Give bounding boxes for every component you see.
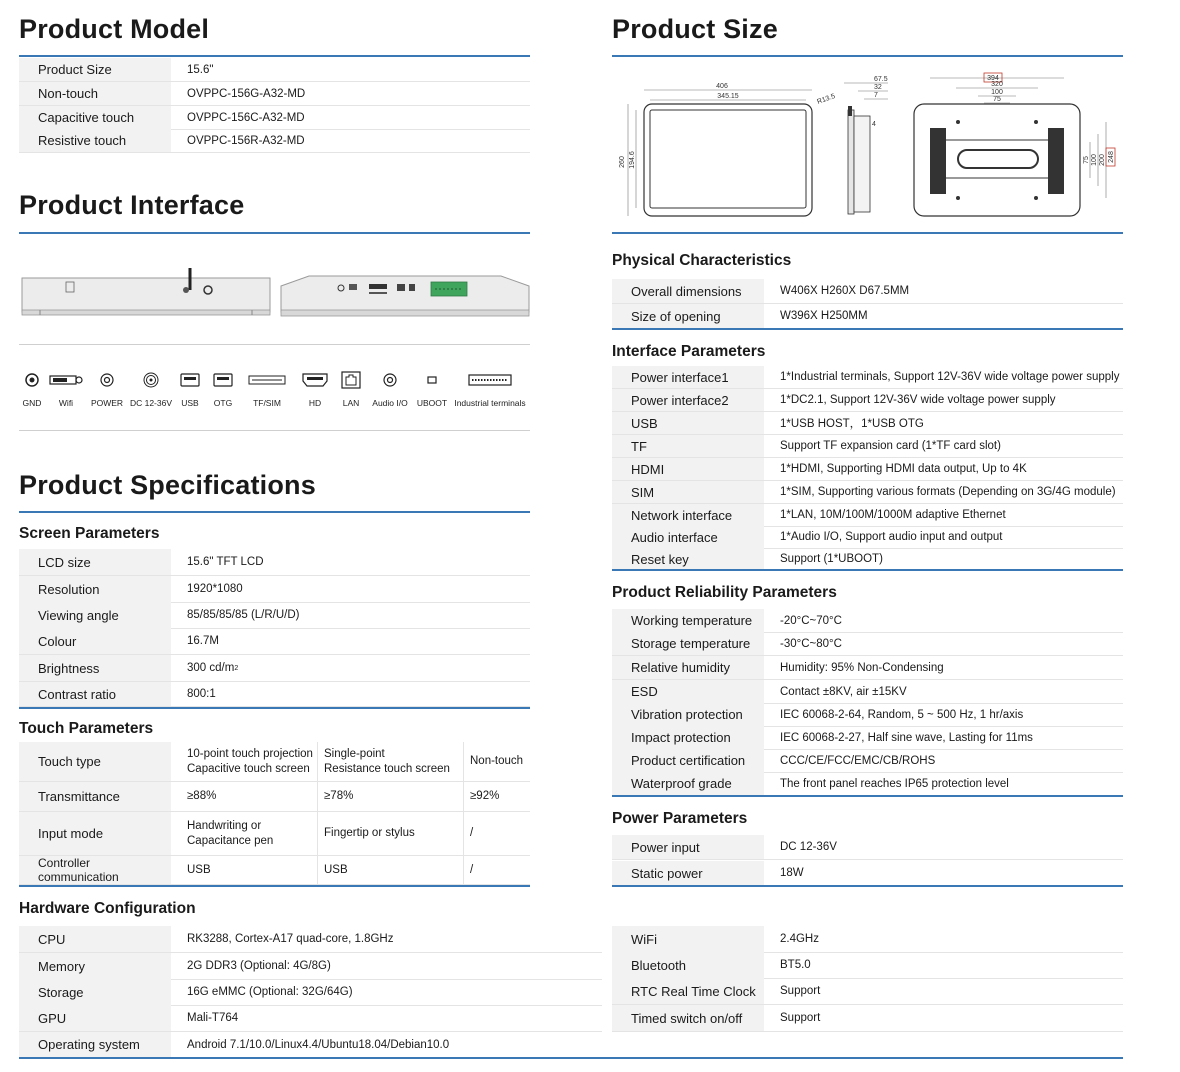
row-value bbox=[764, 978, 1123, 1004]
reliability-row bbox=[612, 726, 1123, 750]
touch-cell bbox=[317, 782, 463, 811]
row-value bbox=[171, 82, 530, 105]
row-value bbox=[764, 861, 1123, 885]
row-label: Bluetooth bbox=[612, 952, 764, 978]
interface-label: LAN bbox=[342, 398, 360, 408]
touch-cell bbox=[463, 742, 530, 781]
row-value-text: 15.6" TFT LCD bbox=[187, 556, 264, 568]
cell-line: Resistance touch screen bbox=[324, 762, 450, 775]
row-label: TF bbox=[612, 435, 764, 457]
row-value-text: 18W bbox=[780, 867, 804, 879]
row-label: GPU bbox=[19, 1005, 171, 1031]
row-value-text: 16G eMMC (Optional: 32G/64G) bbox=[187, 986, 353, 998]
row-value bbox=[764, 481, 1123, 503]
title-rule bbox=[19, 55, 530, 57]
row-value-text: 16.7M bbox=[187, 635, 219, 647]
back-w1-label: 394 bbox=[987, 75, 999, 82]
row-value-text: Humidity: 95% Non-Condensing bbox=[780, 661, 944, 674]
row-value-text: The front panel reaches IP65 protection level bbox=[780, 777, 1009, 790]
row-value-text: 1*SIM, Supporting various formats (Depending on 3G/4G module) bbox=[780, 486, 1116, 498]
cell-line: Fingertip or stylus bbox=[324, 827, 415, 839]
row-value bbox=[764, 1005, 1123, 1031]
interface-param-row bbox=[612, 526, 1123, 549]
divider bbox=[19, 430, 530, 431]
screen-row bbox=[19, 682, 530, 707]
row-value bbox=[171, 655, 530, 681]
product-specifications-title: Product Specifications bbox=[19, 470, 316, 500]
touch-cell bbox=[463, 782, 530, 811]
row-label: Colour bbox=[19, 628, 171, 654]
section-rule bbox=[19, 885, 530, 887]
row-value-text: DC 12-36V bbox=[780, 841, 837, 853]
row-value bbox=[171, 106, 530, 129]
back-view bbox=[914, 73, 1115, 216]
title-rule bbox=[612, 55, 1123, 57]
side-depth2-label: 32 bbox=[874, 84, 882, 91]
touch-cell bbox=[463, 812, 530, 855]
row-label: Network interface bbox=[612, 504, 764, 526]
row-value bbox=[171, 953, 602, 979]
row-value bbox=[171, 682, 530, 706]
row-value-text: 1*Audio I/O, Support audio input and output bbox=[780, 531, 1003, 543]
cell-line: 10-point touch projection bbox=[187, 747, 313, 760]
row-label: Vibration protection bbox=[612, 703, 764, 726]
row-value-text: W406X H260X D67.5MM bbox=[780, 285, 910, 297]
row-value-text: Contact ±8KV, air ±15KV bbox=[780, 685, 907, 698]
section-rule bbox=[19, 707, 530, 709]
row-value-text: RK3288, Cortex-A17 quad-core, 1.8GHz bbox=[187, 933, 394, 945]
row-label: ESD bbox=[612, 680, 764, 703]
row-value-text: 2G DDR3 (Optional: 4G/8G) bbox=[187, 960, 331, 972]
row-value bbox=[764, 609, 1123, 632]
row-label: Transmittance bbox=[19, 782, 171, 811]
title-rule bbox=[19, 232, 530, 234]
hardware-row bbox=[612, 1005, 1123, 1032]
touch-cell bbox=[317, 812, 463, 855]
interface-label: TF/SIM bbox=[253, 398, 281, 408]
row-value bbox=[764, 504, 1123, 526]
row-value bbox=[764, 279, 1123, 303]
side-depth-label: 67.5 bbox=[874, 76, 888, 83]
row-value bbox=[764, 366, 1123, 388]
touch-cell bbox=[463, 856, 530, 884]
cell-line: Capacitive touch screen bbox=[187, 762, 310, 775]
row-value bbox=[764, 526, 1123, 548]
cell-line: USB bbox=[187, 863, 211, 876]
reliability-row bbox=[612, 680, 1123, 704]
product-model-title: Product Model bbox=[19, 14, 210, 44]
row-value bbox=[171, 602, 530, 628]
row-value bbox=[764, 680, 1123, 703]
row-value bbox=[764, 703, 1123, 726]
row-value-text: Support (1*UBOOT) bbox=[780, 553, 883, 565]
back-w4-label: 75 bbox=[993, 96, 1001, 103]
row-value bbox=[764, 835, 1123, 859]
row-value-text: 2.4GHz bbox=[780, 933, 819, 945]
row-label: Capacitive touch bbox=[19, 106, 171, 129]
row-label: Working temperature bbox=[612, 609, 764, 632]
row-label: Storage temperature bbox=[612, 632, 764, 655]
row-value bbox=[171, 979, 602, 1005]
row-value-text: 1*DC2.1, Support 12V-36V wide voltage power supply bbox=[780, 394, 1056, 406]
row-value-text: 1*USB HOST，1*USB OTG bbox=[780, 418, 924, 430]
section-rule bbox=[612, 795, 1123, 797]
row-value-text: 1*Industrial terminals, Support 12V-36V wide voltage power supply bbox=[780, 371, 1120, 383]
row-label: Overall dimensions bbox=[612, 279, 764, 303]
row-value-text: OVPPC-156C-A32-MD bbox=[187, 111, 305, 124]
cell-line: Handwriting or bbox=[187, 819, 262, 832]
hardware-row bbox=[19, 1032, 602, 1058]
cell-line: ≥78% bbox=[324, 790, 354, 802]
row-value-text: 15.6" bbox=[187, 63, 214, 76]
interface-param-row bbox=[612, 504, 1123, 527]
interface-param-row bbox=[612, 389, 1123, 412]
row-value-text: OVPPC-156G-A32-MD bbox=[187, 87, 306, 100]
row-value-text: Android 7.1/10.0/Linux4.4/Ubuntu18.04/Debian10.0 bbox=[187, 1038, 450, 1051]
row-label: Viewing angle bbox=[19, 602, 171, 628]
device-right-side-view bbox=[279, 272, 531, 318]
section-rule bbox=[612, 569, 1123, 571]
row-value bbox=[764, 548, 1123, 570]
screen-parameters-title: Screen Parameters bbox=[19, 525, 160, 542]
row-label: Power input bbox=[612, 835, 764, 859]
row-label: USB bbox=[612, 412, 764, 434]
row-value bbox=[764, 389, 1123, 411]
model-row bbox=[19, 58, 530, 82]
hardware-row bbox=[19, 979, 602, 1006]
row-value-text: 1*LAN, 10M/100M/1000M adaptive Ethernet bbox=[780, 509, 1006, 521]
screen-row bbox=[19, 602, 530, 629]
title-rule bbox=[612, 232, 1123, 234]
row-value bbox=[171, 1032, 602, 1057]
hardware-row bbox=[19, 926, 602, 953]
reliability-row bbox=[612, 749, 1123, 773]
row-label: Static power bbox=[612, 861, 764, 885]
title-rule bbox=[19, 511, 530, 513]
hardware-row bbox=[612, 978, 1123, 1005]
row-label: Input mode bbox=[19, 812, 171, 855]
hardware-configuration-title: Hardware Configuration bbox=[19, 900, 196, 917]
cell-line: Single-point bbox=[324, 747, 385, 760]
row-label: CPU bbox=[19, 926, 171, 952]
back-w3-label: 100 bbox=[991, 89, 1003, 96]
row-value-text: IEC 60068-2-64, Random, 5 ~ 500 Hz, 1 hr/axis bbox=[780, 708, 1024, 721]
interface-label: Industrial terminals bbox=[454, 398, 526, 408]
section-rule bbox=[612, 328, 1123, 330]
row-label: Timed switch on/off bbox=[612, 1005, 764, 1031]
front-radius-label: R13.5 bbox=[816, 92, 837, 106]
front-inner-width-label: 345.15 bbox=[717, 93, 739, 100]
row-value bbox=[764, 435, 1123, 457]
reliability-row bbox=[612, 772, 1123, 796]
row-label: Relative humidity bbox=[612, 656, 764, 679]
row-value bbox=[764, 952, 1123, 978]
row-value-text: 1*HDMI, Supporting HDMI data output, Up to 4K bbox=[780, 463, 1027, 475]
row-label: Brightness bbox=[19, 655, 171, 681]
row-value bbox=[764, 304, 1123, 328]
touch-cell bbox=[171, 782, 317, 811]
touch-row bbox=[19, 742, 530, 782]
row-value bbox=[764, 749, 1123, 772]
touch-cell bbox=[317, 742, 463, 781]
physical-row bbox=[612, 279, 1123, 304]
touch-cell bbox=[317, 856, 463, 884]
interface-param-row bbox=[612, 412, 1123, 435]
touch-row bbox=[19, 782, 530, 812]
screen-row bbox=[19, 628, 530, 655]
row-label: Operating system bbox=[19, 1032, 171, 1057]
hardware-row bbox=[612, 926, 1123, 953]
section-rule bbox=[19, 1057, 1123, 1059]
interface-param-row bbox=[612, 548, 1123, 571]
row-label: Power interface1 bbox=[612, 366, 764, 388]
model-row bbox=[19, 82, 530, 106]
cell-line: ≥92% bbox=[470, 790, 500, 802]
product-size-title: Product Size bbox=[612, 14, 778, 44]
row-label: Reset key bbox=[612, 548, 764, 570]
interface-label: DC 12-36V bbox=[129, 398, 173, 408]
back-h2-label: 100 bbox=[1091, 154, 1098, 166]
row-label: Audio interface bbox=[612, 526, 764, 548]
section-rule bbox=[612, 885, 1123, 887]
touch-row bbox=[19, 856, 530, 885]
row-label: Storage bbox=[19, 979, 171, 1005]
touch-cell bbox=[171, 742, 317, 781]
physical-row bbox=[612, 304, 1123, 329]
power-row bbox=[612, 861, 1123, 886]
side-depth4-label: 4 bbox=[872, 121, 876, 128]
device-left-side-view bbox=[20, 266, 272, 318]
interface-label: Wifi bbox=[58, 398, 74, 408]
row-label: Non-touch bbox=[19, 82, 171, 105]
row-value-text: Support TF expansion card (1*TF card slot) bbox=[780, 440, 1001, 452]
row-value bbox=[764, 412, 1123, 434]
row-label: Power interface2 bbox=[612, 389, 764, 411]
row-label: Resistive touch bbox=[19, 129, 171, 152]
hardware-row bbox=[19, 953, 602, 980]
cell-line: / bbox=[470, 827, 474, 839]
power-row bbox=[612, 835, 1123, 860]
divider bbox=[19, 344, 530, 345]
row-value-text: OVPPC-156R-A32-MD bbox=[187, 134, 305, 147]
back-h4-label: 248 bbox=[1108, 151, 1115, 163]
row-value-text: BT5.0 bbox=[780, 959, 811, 971]
row-value bbox=[171, 58, 530, 81]
row-label: Touch type bbox=[19, 742, 171, 781]
row-value-text: 300 cd/m bbox=[187, 662, 235, 674]
interface-label: GND bbox=[22, 398, 42, 408]
row-value-text: 1920*1080 bbox=[187, 583, 243, 595]
row-value bbox=[171, 576, 530, 602]
front-height-label: 260 bbox=[619, 156, 626, 168]
row-value-text: CCC/CE/FCC/EMC/CB/ROHS bbox=[780, 754, 936, 767]
row-value bbox=[171, 1005, 602, 1031]
hardware-row bbox=[612, 952, 1123, 979]
row-value-text: Support bbox=[780, 985, 821, 997]
interface-label: OTG bbox=[213, 398, 233, 408]
screen-row bbox=[19, 576, 530, 603]
row-label: SIM bbox=[612, 481, 764, 503]
row-value bbox=[171, 926, 602, 952]
row-value-text: IEC 60068-2-27, Half sine wave, Lasting for 11ms bbox=[780, 731, 1033, 744]
back-h3-label: 200 bbox=[1099, 154, 1106, 166]
reliability-row bbox=[612, 656, 1123, 680]
row-label: HDMI bbox=[612, 458, 764, 480]
side-view bbox=[844, 76, 888, 214]
interface-label: POWER bbox=[90, 398, 124, 408]
back-w2-label: 320 bbox=[991, 81, 1003, 88]
physical-characteristics-title: Physical Characteristics bbox=[612, 252, 792, 269]
row-label: Controller communication bbox=[19, 856, 171, 884]
row-value-text: 85/85/85/85 (L/R/U/D) bbox=[187, 609, 300, 621]
row-label: Waterproof grade bbox=[612, 772, 764, 795]
dimension-drawing bbox=[612, 70, 1124, 225]
interface-param-row bbox=[612, 435, 1123, 458]
interface-param-row bbox=[612, 481, 1123, 504]
row-label: Product Size bbox=[19, 58, 171, 81]
screen-row bbox=[19, 655, 530, 682]
reliability-row bbox=[612, 703, 1123, 727]
touch-parameters-title: Touch Parameters bbox=[19, 720, 154, 737]
front-width-label: 406 bbox=[716, 83, 728, 90]
reliability-row bbox=[612, 632, 1123, 656]
side-depth3-label: 7 bbox=[874, 92, 878, 99]
cell-line: Capacitance pen bbox=[187, 834, 274, 847]
touch-cell bbox=[171, 812, 317, 855]
interface-label: Audio I/O bbox=[372, 398, 408, 408]
row-value bbox=[764, 632, 1123, 655]
row-label: LCD size bbox=[19, 549, 171, 575]
row-value bbox=[764, 726, 1123, 749]
row-value bbox=[171, 129, 530, 152]
row-label: Contrast ratio bbox=[19, 682, 171, 706]
hardware-row bbox=[19, 1005, 602, 1032]
back-h1-label: 75 bbox=[1083, 156, 1090, 164]
model-row bbox=[19, 106, 530, 130]
industrial-terminal-icon bbox=[450, 370, 530, 390]
reliability-parameters-title: Product Reliability Parameters bbox=[612, 584, 837, 601]
power-parameters-title: Power Parameters bbox=[612, 810, 748, 827]
row-value-text: -20°C~70°C bbox=[780, 614, 842, 627]
interface-label: HD bbox=[308, 398, 322, 408]
interface-param-row bbox=[612, 366, 1123, 389]
cell-line: ≥88% bbox=[187, 790, 217, 802]
interface-item bbox=[450, 370, 530, 408]
row-label: Memory bbox=[19, 953, 171, 979]
interface-param-row bbox=[612, 458, 1123, 481]
interface-parameters-title: Interface Parameters bbox=[612, 343, 766, 360]
row-value-text: -30°C~80°C bbox=[780, 637, 842, 650]
product-interface-title: Product Interface bbox=[19, 190, 245, 220]
front-view bbox=[619, 83, 836, 216]
row-label: Product certification bbox=[612, 749, 764, 772]
interface-label: UBOOT bbox=[416, 398, 448, 408]
row-label: WiFi bbox=[612, 926, 764, 952]
row-label: Impact protection bbox=[612, 726, 764, 749]
superscript: 2 bbox=[234, 664, 239, 672]
front-inner-height-label: 194.6 bbox=[629, 151, 636, 169]
interface-label: USB bbox=[181, 398, 199, 408]
cell-line: / bbox=[470, 863, 474, 876]
row-label: Resolution bbox=[19, 576, 171, 602]
row-value-text: 800:1 bbox=[187, 688, 216, 700]
row-label: RTC Real Time Clock bbox=[612, 978, 764, 1004]
row-label: Size of opening bbox=[612, 304, 764, 328]
cell-line: USB bbox=[324, 863, 348, 876]
row-value-text: Support bbox=[780, 1012, 821, 1024]
cell-line: Non-touch bbox=[470, 755, 524, 767]
row-value bbox=[764, 656, 1123, 679]
model-row bbox=[19, 129, 530, 153]
touch-row bbox=[19, 812, 530, 856]
row-value bbox=[171, 628, 530, 654]
row-value bbox=[764, 458, 1123, 480]
row-value bbox=[764, 926, 1123, 952]
row-value-text: W396X H250MM bbox=[780, 310, 868, 322]
row-value bbox=[171, 549, 530, 575]
row-value-text: Mali-T764 bbox=[187, 1012, 239, 1024]
screen-row bbox=[19, 549, 530, 576]
touch-cell bbox=[171, 856, 317, 884]
row-value bbox=[764, 772, 1123, 795]
reliability-row bbox=[612, 609, 1123, 633]
